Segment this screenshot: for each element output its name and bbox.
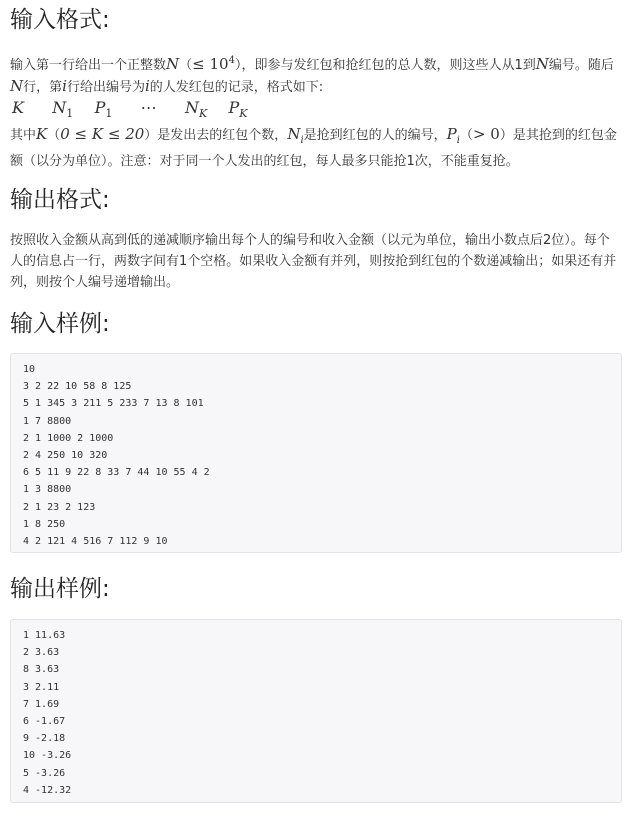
code-line: 4 2 121 4 516 7 112 9 10 bbox=[23, 536, 168, 548]
text: （ bbox=[47, 128, 61, 143]
math-N: N bbox=[535, 55, 549, 73]
formula-N1 bbox=[52, 98, 74, 121]
math-Ni bbox=[287, 125, 304, 146]
formula-N-sub: 1 bbox=[66, 107, 74, 121]
input-format-paragraph bbox=[10, 50, 622, 98]
formula-P-base: P bbox=[94, 98, 106, 117]
formula-NK bbox=[185, 98, 208, 121]
code-line: 3 2 22 10 58 8 125 bbox=[23, 381, 132, 393]
math-i: i bbox=[62, 77, 67, 95]
formula-PK bbox=[228, 98, 248, 121]
math-range: 0 ≤ K ≤ 20 bbox=[60, 125, 145, 143]
formula-NK-base: N bbox=[185, 98, 200, 117]
math-bound bbox=[192, 55, 235, 73]
input-format-note bbox=[10, 124, 622, 172]
output-sample-heading: 输出样例: bbox=[10, 576, 110, 602]
formula-ellipsis: ⋯ bbox=[140, 98, 157, 117]
output-sample-code bbox=[10, 619, 622, 803]
math-Pi-sub: i bbox=[456, 135, 460, 146]
code-line: 4 -12.32 bbox=[23, 784, 72, 796]
text: （ bbox=[179, 58, 193, 73]
input-format-heading: 输入格式: bbox=[10, 7, 110, 33]
math-K: K bbox=[36, 125, 48, 143]
code-line: 1 3 8800 bbox=[23, 484, 72, 496]
output-format-heading: 输出格式: bbox=[10, 187, 110, 213]
record-format-formula bbox=[12, 96, 247, 126]
input-sample-code bbox=[10, 353, 622, 553]
text: 编号。随后 bbox=[548, 58, 614, 73]
code-line: 10 -3.26 bbox=[23, 750, 72, 762]
math-N: N bbox=[10, 77, 24, 95]
math-i: i bbox=[144, 77, 150, 95]
code-line: 10 bbox=[23, 364, 36, 375]
math-le: ≤ 10 bbox=[192, 55, 229, 73]
text: 其中 bbox=[10, 128, 37, 143]
code-line: 5 1 345 3 211 5 233 7 13 8 101 bbox=[23, 398, 204, 410]
code-line: 1 11.63 bbox=[23, 630, 66, 641]
code-line: 2 4 250 10 320 bbox=[23, 450, 108, 462]
output-format-paragraph: 按照收入金额从高到低的递减顺序输出每个人的编号和收入金额（以元为单位，输出小数点后2位）。每个人的信息占一行，两数字间有1个空格。如果收入金额有并列，则按抢到红包的个数递减输出；如果还有并列，则按个人编号递增输出。 bbox=[10, 233, 617, 290]
text: 的人发红包的记录，格式如下: bbox=[149, 80, 324, 95]
input-sample-heading: 输入样例: bbox=[10, 311, 110, 337]
math-N: N bbox=[166, 55, 180, 73]
code-line: 2 1 23 2 123 bbox=[23, 501, 96, 513]
code-line: 5 -3.26 bbox=[23, 767, 66, 779]
text: ）是其抢到的红包金额（以分为单位）。注意：对于同一个人发出的红包，每人最多只能抢1次，不能重复抢。 bbox=[10, 128, 617, 169]
code-line: 3 2.11 bbox=[23, 681, 60, 693]
math-gt: > 0 bbox=[472, 125, 500, 143]
code-line: 9 -2.18 bbox=[23, 733, 66, 745]
text: （ bbox=[459, 128, 473, 143]
formula-PK-base: P bbox=[228, 98, 240, 117]
formula-PK-sub: K bbox=[239, 107, 248, 121]
math-Pi-base: P bbox=[446, 125, 457, 143]
formula-K: K bbox=[12, 98, 24, 117]
code-line: 2 1 1000 2 1000 bbox=[23, 432, 114, 444]
math-exponent: 4 bbox=[228, 55, 235, 66]
formula-N-base: N bbox=[52, 98, 67, 117]
text: 行给出编号为 bbox=[66, 80, 145, 95]
text: ），即参与发红包和抢红包的总人数，则这些人从1到 bbox=[234, 58, 536, 73]
code-line: 6 5 11 9 22 8 33 7 44 10 55 4 2 bbox=[23, 467, 210, 479]
code-line: 8 3.63 bbox=[23, 664, 60, 676]
math-Pi bbox=[446, 125, 460, 146]
formula-NK-sub: K bbox=[199, 107, 208, 121]
math-Ni-base: N bbox=[287, 125, 301, 143]
math-Ni-sub: i bbox=[300, 135, 304, 146]
code-line: 1 8 250 bbox=[23, 518, 66, 530]
text: ）是发出去的红包个数， bbox=[144, 128, 288, 143]
formula-P-sub: 1 bbox=[105, 107, 113, 121]
code-line: 1 7 8800 bbox=[23, 415, 72, 427]
formula-P1 bbox=[94, 98, 113, 121]
text: 输入第一行给出一个正整数 bbox=[10, 58, 167, 73]
code-line: 7 1.69 bbox=[23, 698, 60, 710]
text: 行，第 bbox=[23, 80, 63, 95]
text: 是抢到红包的人的编号， bbox=[303, 128, 447, 143]
code-line: 2 3.63 bbox=[23, 647, 60, 659]
code-line: 6 -1.67 bbox=[23, 716, 66, 728]
